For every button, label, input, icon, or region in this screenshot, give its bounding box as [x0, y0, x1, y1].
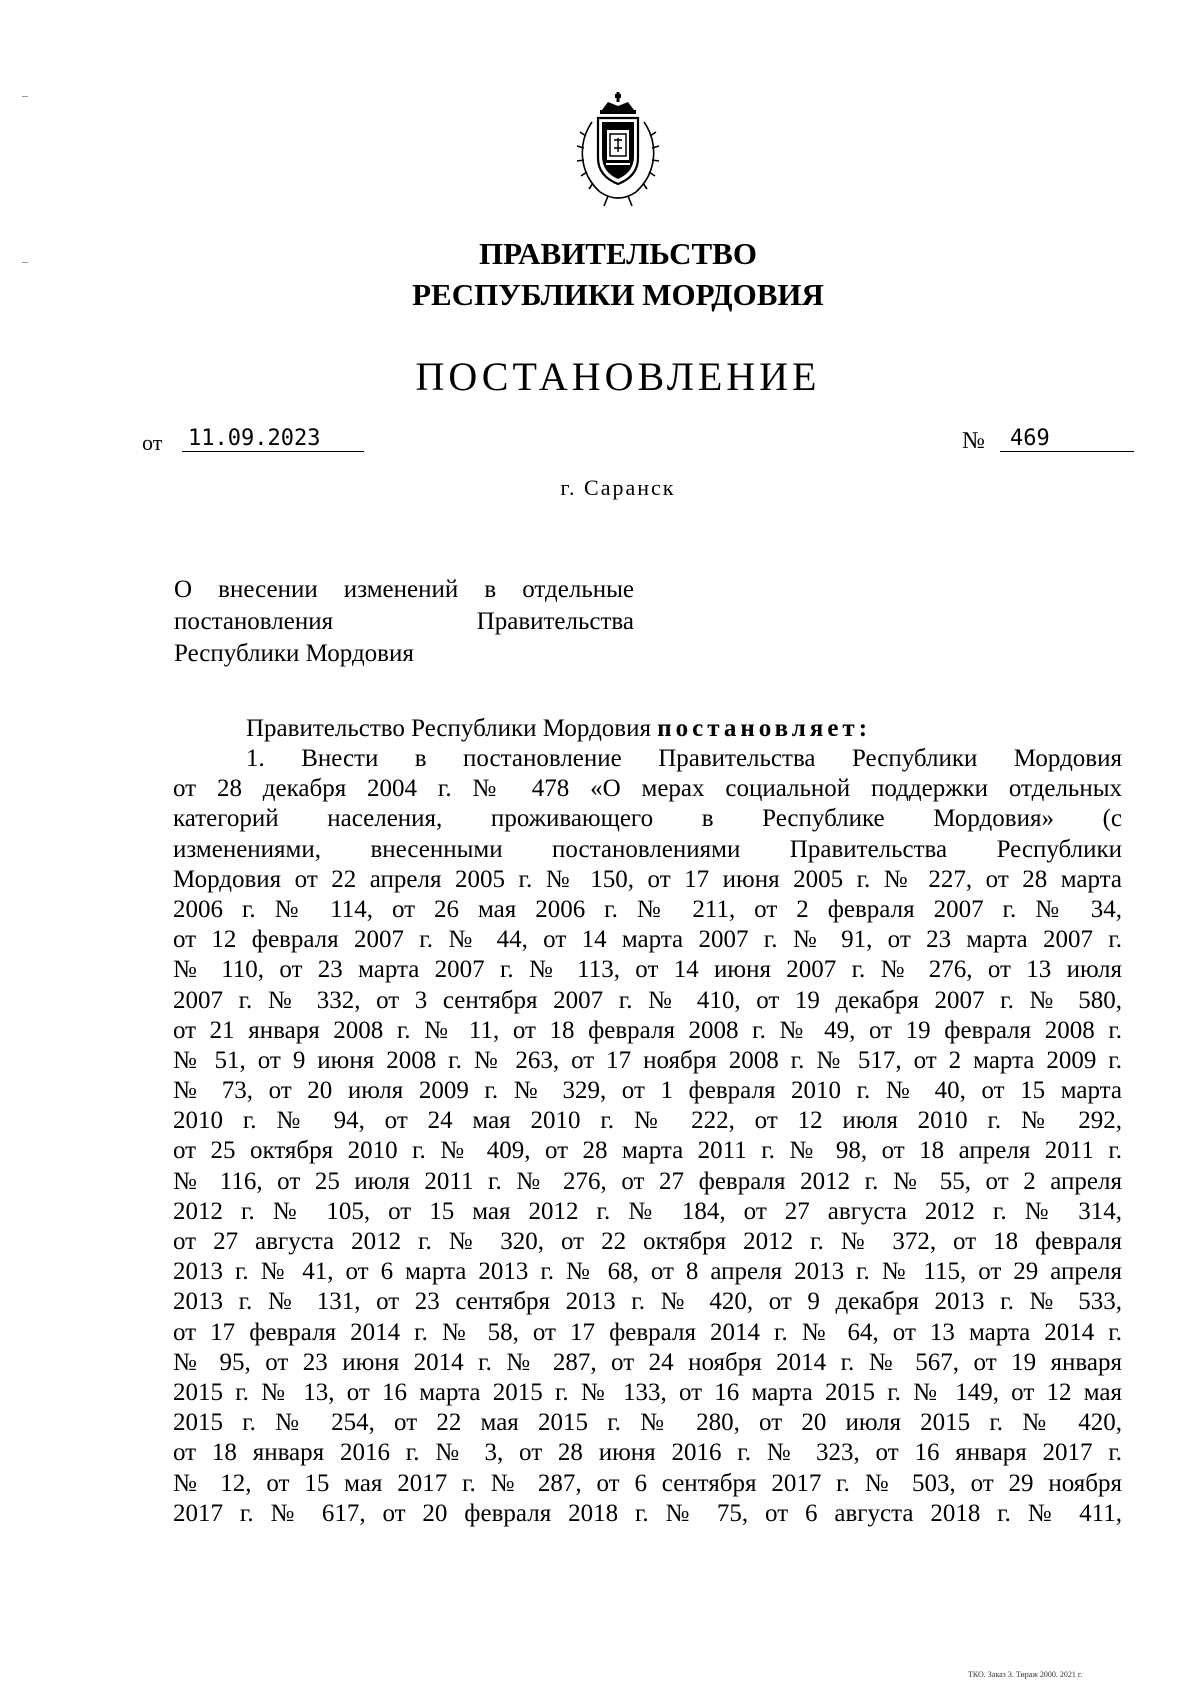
date-number-row	[142, 428, 1128, 462]
body-line: 2015 г. № 13, от 16 марта 2015 г. № 133, от 16 марта 2015 г. № 149, от 12 мая	[173, 1378, 1122, 1406]
date-prefix: от	[142, 430, 163, 455]
body-line: от 12 февраля 2007 г. № 44, от 14 марта 2007 г. № 91, от 23 марта 2007 г.	[173, 926, 1122, 954]
body-line: от 27 августа 2012 г. № 320, от 22 октября 2012 г. № 372, от 18 февраля	[173, 1228, 1122, 1255]
margin-mark	[22, 262, 28, 263]
body-line: 2013 г. № 41, от 6 марта 2013 г. № 68, от 8 апреля 2013 г. № 115, от 29 апреля	[173, 1258, 1122, 1286]
body-line: 2010 г. № 94, от 24 мая 2010 г. № 222, от 12 июля 2010 г. № 292,	[173, 1107, 1122, 1135]
document-date: 11.09.2023	[182, 426, 364, 452]
coat-of-arms-icon	[570, 92, 666, 212]
body-line: 2012 г. № 105, от 15 мая 2012 г. № 184, от 27 августа 2012 г. № 314,	[173, 1197, 1122, 1225]
body-line: категорий населения, проживающего в Республике Мордовия» (с	[173, 805, 1122, 833]
subject-line: Республики Мордовия	[174, 640, 414, 667]
body-line: от 21 января 2008 г. № 11, от 18 февраля 2008 г. № 49, от 19 февраля 2008 г.	[173, 1016, 1122, 1044]
organization-name	[0, 233, 1200, 315]
body-line: от 25 октября 2010 г. № 409, от 28 марта 2011 г. № 98, от 18 апреля 2011 г.	[173, 1137, 1122, 1165]
body-line: № 110, от 23 марта 2007 г. № 113, от 14 июня 2007 г. № 276, от 13 июля	[173, 956, 1122, 984]
preamble	[246, 714, 871, 744]
body-line: № 116, от 25 июля 2011 г. № 276, от 27 февраля 2012 г. № 55, от 2 апреля	[173, 1167, 1122, 1195]
body-line: от 17 февраля 2014 г. № 58, от 17 февраля 2014 г. № 64, от 13 марта 2014 г.	[173, 1318, 1122, 1346]
subject-line: постановления Правительства	[174, 608, 634, 635]
body-line: № 12, от 15 мая 2017 г. № 287, от 6 сентября 2017 г. № 503, от 29 ноября	[173, 1469, 1122, 1497]
print-info: ТКО. Заказ 3. Тираж 2000. 2021 г.	[968, 1670, 1083, 1679]
body-line: 2013 г. № 131, от 23 сентября 2013 г. № 420, от 9 декабря 2013 г. № 533,	[173, 1288, 1122, 1316]
body-line: от 28 декабря 2004 г. № 478 «О мерах социальной поддержки отдельных	[173, 775, 1122, 803]
body-line: изменениями, внесенными постановлениями Правительства Республики	[173, 835, 1122, 863]
subject-line: О внесении изменений в отдельные	[174, 576, 634, 603]
body-line: Мордовия от 22 апреля 2005 г. № 150, от 17 июня 2005 г. № 227, от 28 марта	[173, 865, 1122, 893]
organization-line-2: РЕСПУБЛИКИ МОРДОВИЯ	[412, 277, 824, 312]
body-line: 2015 г. № 254, от 22 мая 2015 г. № 280, от 20 июля 2015 г. № 420,	[173, 1409, 1122, 1437]
body-line: № 51, от 9 июня 2008 г. № 263, от 17 ноября 2008 г. № 517, от 2 марта 2009 г.	[173, 1046, 1122, 1074]
margin-mark	[22, 96, 28, 97]
number-prefix: №	[962, 428, 985, 454]
body-line: 1. Внести в постановление Правительства Республики Мордовия	[246, 745, 1122, 772]
preamble-emphasis: постановляет:	[657, 715, 872, 742]
body-line: 2006 г. № 114, от 26 мая 2006 г. № 211, от 2 февраля 2007 г. № 34,	[173, 895, 1122, 923]
preamble-text: Правительство Республики Мордовия	[246, 715, 651, 742]
body-line: 2007 г. № 332, от 3 сентября 2007 г. № 410, от 19 декабря 2007 г. № 580,	[173, 986, 1122, 1014]
body-line: № 73, от 20 июля 2009 г. № 329, от 1 февраля 2010 г. № 40, от 15 марта	[173, 1077, 1122, 1105]
city: г. Саранск	[560, 475, 676, 500]
document-subject	[174, 574, 634, 670]
body-line: 2017 г. № 617, от 20 февраля 2018 г. № 75, от 6 августа 2018 г. № 411,	[173, 1499, 1122, 1527]
organization-line-1: ПРАВИТЕЛЬСТВО	[479, 236, 757, 271]
document-number: 469	[1000, 426, 1134, 452]
body-text	[173, 744, 1122, 1529]
body-line: № 95, от 23 июня 2014 г. № 287, от 24 ноября 2014 г. № 567, от 19 января	[173, 1348, 1122, 1376]
document-type: ПОСТАНОВЛЕНИЕ	[415, 354, 821, 399]
body-line: от 18 января 2016 г. № 3, от 28 июня 2016 г. № 323, от 16 января 2017 г.	[173, 1439, 1122, 1467]
